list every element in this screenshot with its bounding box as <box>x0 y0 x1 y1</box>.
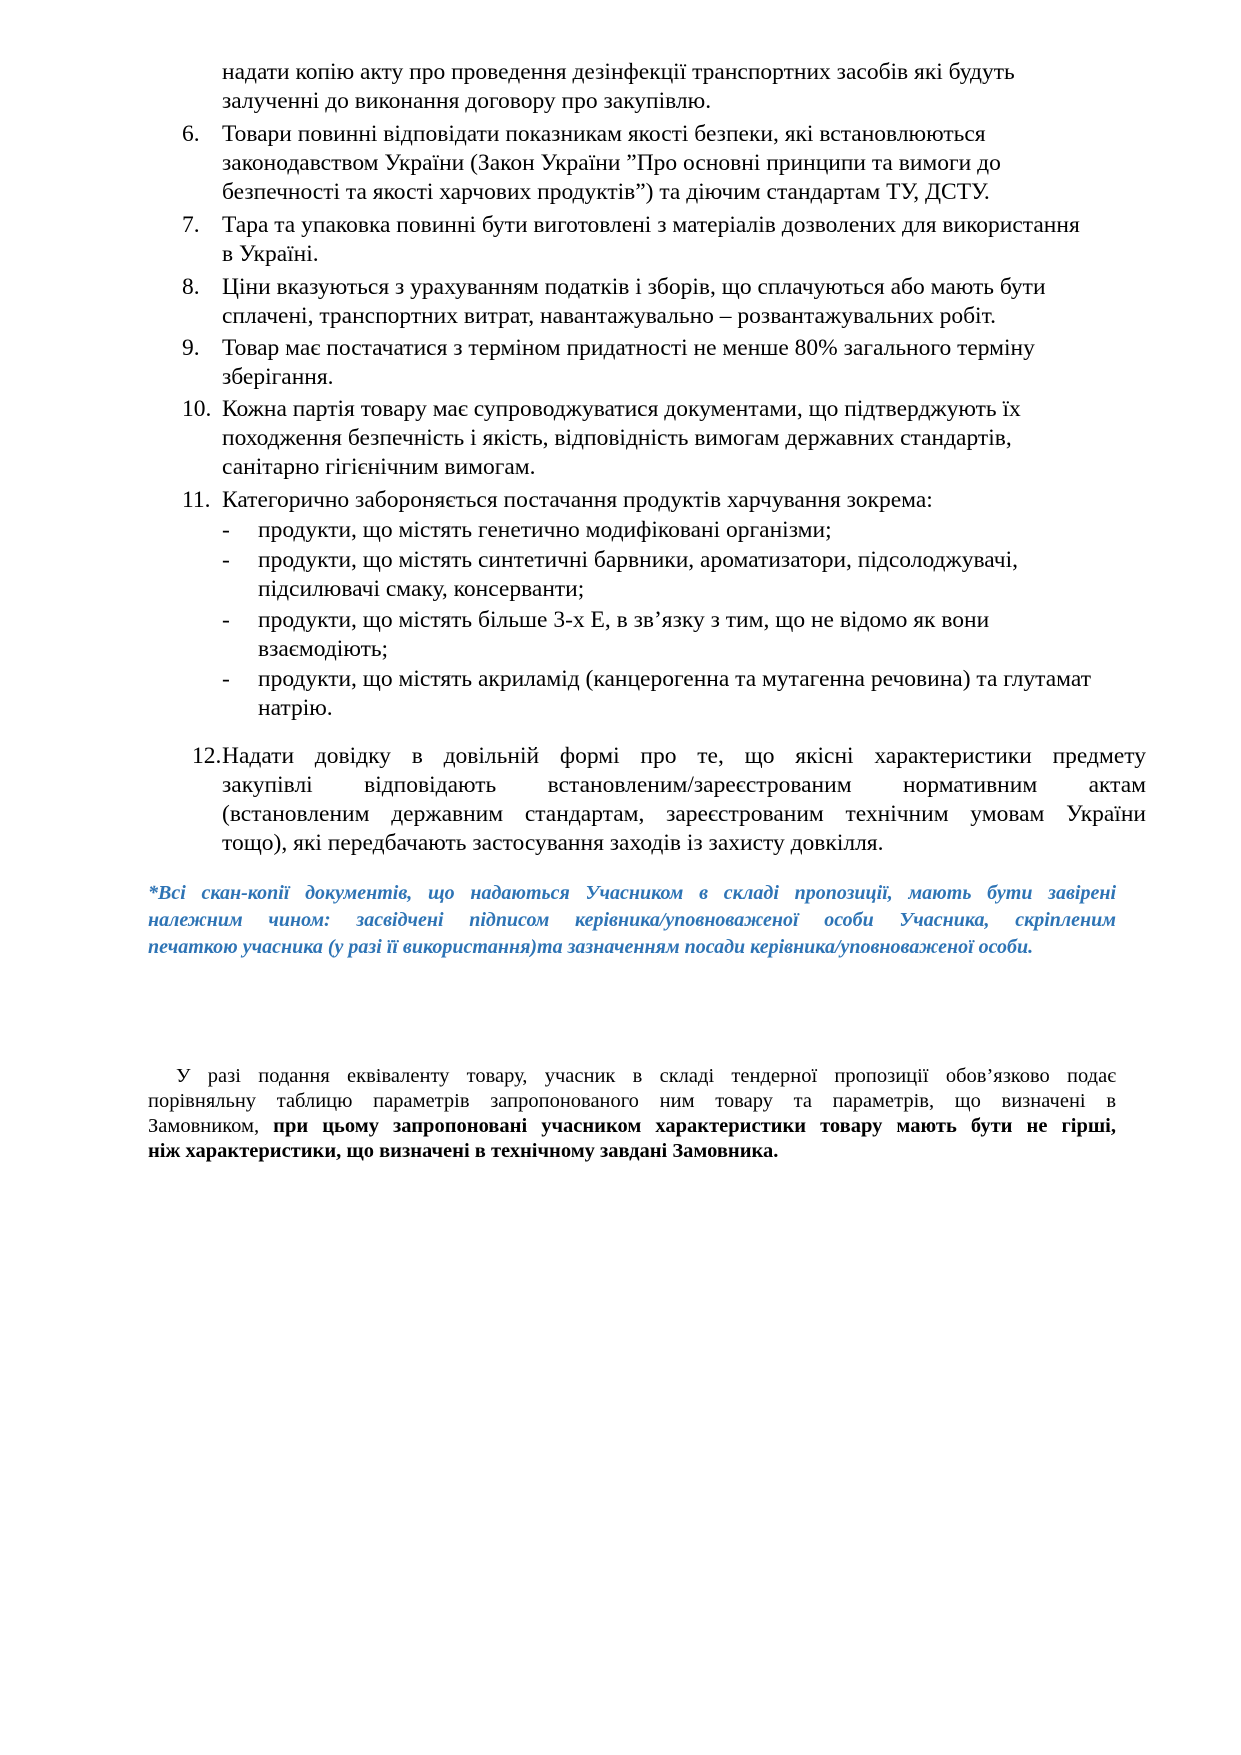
text-line: взаємодіють; <box>258 636 389 662</box>
text-line: Товари повинні відповідати показникам якості безпеки, які встановлюються <box>222 121 986 147</box>
list-item-9 <box>182 334 1035 392</box>
text-line: законодавством України (Закон України ”Про основні принципи та вимоги до <box>222 150 1001 176</box>
note-line: печаткою учасника (у разі її використання)та зазначенням посади керівника/уповноваженої особи. <box>148 936 1034 958</box>
dash-bullet: - <box>222 547 230 573</box>
text-line: продукти, що містять генетично модифіковані організми; <box>258 517 832 543</box>
list-number: 6. <box>182 121 200 147</box>
paragraph-line: У разі подання еквіваленту товару, учасник в складі тендерної пропозиції обов’язково подає <box>176 1065 1116 1087</box>
text-line: підсилювачі смаку, консерванти; <box>258 576 585 602</box>
paragraph-text: Замовником, <box>148 1115 274 1137</box>
note-line: *Всі скан-копії документів, що надаються Учасником в складі пропозиції, мають бути завірені <box>148 882 1116 904</box>
text-line: натрію. <box>258 695 333 721</box>
dash-bullet: - <box>222 666 230 692</box>
list-item-6 <box>182 120 1001 207</box>
paragraph-line: порівняльну таблицю параметрів запропонованого ним товару та параметрів, що визначені в <box>148 1090 1116 1112</box>
text-line: продукти, що містять акриламід (канцерогенна та мутагенна речовина) та глутамат <box>258 666 1091 692</box>
list-number: 11. <box>182 487 211 513</box>
text-line: Надати довідку в довільній формі про те, що якісні характеристики предмету <box>222 743 1146 769</box>
text-line: Кожна партія товару має супроводжуватися документами, що підтверджують їх <box>222 396 1021 422</box>
note-line: належним чином: засвідчені підписом керівника/уповноваженої особи Учасника, скріпленим <box>148 909 1116 931</box>
text-line: сплачені, транспортних витрат, навантажувально – розвантажувальних робіт. <box>222 303 996 329</box>
text-line: Ціни вказуються з урахуванням податків і зборів, що сплачуються або мають бути <box>222 274 1046 300</box>
paragraph-line <box>148 1139 1116 1164</box>
sub-list-item <box>222 516 832 545</box>
bold-text: ніж характеристики, що визначені в технічному завдані Замовника. <box>148 1140 779 1162</box>
list-number: 9. <box>182 335 200 361</box>
text-line: залученні до виконання договору про закупівлю. <box>222 88 712 114</box>
list-item-5-continuation <box>222 58 1015 116</box>
text-line: походження безпечність і якість, відповідність вимогам державних стандартів, <box>222 425 1012 451</box>
text-line: надати копію акту про проведення дезінфекції транспортних засобів які будуть <box>222 59 1015 85</box>
certification-note <box>148 880 1116 961</box>
paragraph-line <box>148 1114 1116 1139</box>
text-line: (встановленим державним стандартам, зареєстрованим технічним умовам України <box>222 801 1146 827</box>
dash-bullet: - <box>222 607 230 633</box>
text-line: закупівлі відповідають встановленим/зареєстрованим нормативним актам <box>222 772 1146 798</box>
text-line: тощо), які передбачають застосування заходів із захисту довкілля. <box>222 830 884 856</box>
list-item-10 <box>182 395 1021 482</box>
list-item-8 <box>182 273 1046 331</box>
text-line: продукти, що містять синтетичні барвники, ароматизатори, підсолоджувачі, <box>258 547 1018 573</box>
list-number: 7. <box>182 212 200 238</box>
list-number: 8. <box>182 274 200 300</box>
sub-list-item <box>222 665 1091 723</box>
list-item-11 <box>182 486 933 515</box>
sub-list-item <box>222 546 1018 604</box>
list-number: 10. <box>182 396 212 422</box>
dash-bullet: - <box>222 517 230 543</box>
equivalent-paragraph <box>148 1064 1116 1164</box>
list-number: 12. <box>192 743 222 769</box>
text-line: Категорично забороняється постачання продуктів харчування зокрема: <box>222 487 933 513</box>
sub-list-item <box>222 606 990 664</box>
text-line: зберігання. <box>222 364 334 390</box>
text-line: санітарно гігієнічним вимогам. <box>222 454 536 480</box>
text-line: в Україні. <box>222 241 319 267</box>
text-line: Тара та упаковка повинні бути виготовлені з матеріалів дозволених для використання <box>222 212 1080 238</box>
text-line: безпечності та якості харчових продуктів”) та діючим стандартам ТУ, ДСТУ. <box>222 179 990 205</box>
text-line: Товар має постачатися з терміном придатності не менше 80% загального терміну <box>222 335 1035 361</box>
text-line: продукти, що містять більше 3-х Е, в зв’язку з тим, що не відомо як вони <box>258 607 990 633</box>
list-item-7 <box>182 211 1080 269</box>
list-item-12 <box>192 742 1146 858</box>
bold-text: при цьому запропоновані учасником характеристики товару мають бути не гірші, <box>273 1115 1117 1137</box>
